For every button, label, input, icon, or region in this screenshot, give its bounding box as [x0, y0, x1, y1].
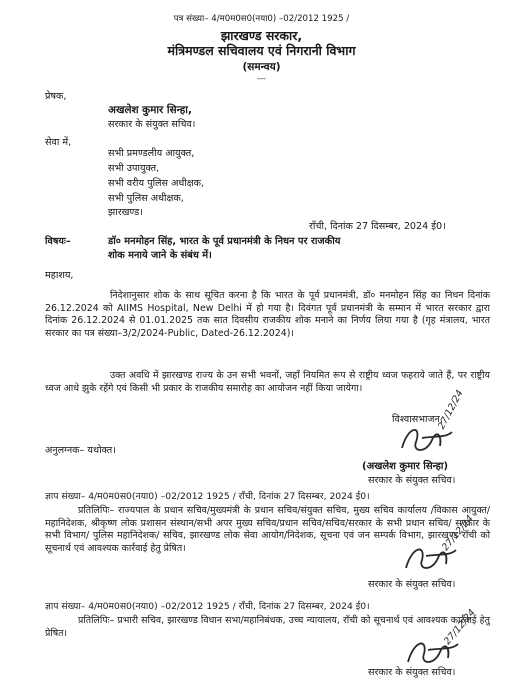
recipient-label: सेवा में,	[45, 137, 72, 148]
salutation: महाशय,	[45, 270, 74, 281]
subject-line-2: शोक मनाये जाने के संबंध में।	[108, 250, 212, 261]
sender-label: प्रेषक,	[45, 91, 67, 102]
yours-faithfully: विश्वासभाजन,	[392, 414, 443, 425]
signature-1	[392, 388, 502, 464]
recipient-line: सभी प्रमण्डलीय आयुक्त,	[108, 148, 195, 159]
department-title: मंत्रिमण्डल सचिवालय एवं निगरानी विभाग	[167, 43, 356, 58]
body-paragraph-1: निदेशानुसार शोक के साथ सूचित करना है कि भारत के पूर्व प्रधानमंत्री, डॉ० मनमोहन सिंह का निधन दिनांक 26.12.2024 को AIIMS Hospital, New Delhi में हो गया है। दिवंगत पूर्व प्रधानमंत्री के सम्मान में भारत सरकार द्वारा दिनांक 26.12.2024 से 01.01.2025 तक सात दिवसीय राजकीय शोक मनाने का निर्णय लिया गया है (गृह मंत्रालय, भारत सरकार का पत्र संख्या–3/2/2024-Public, Dated-26.12.2024)।	[45, 290, 490, 339]
signature-3-date: 27/12/24	[442, 607, 478, 648]
signatory-designation: सरकार के संयुक्त सचिव।	[368, 475, 456, 486]
recipient-line: सभी वरीय पुलिस अधीक्षक,	[108, 178, 205, 189]
memo-2-copy: प्रतिलिपिः– प्रभारी सचिव, झारखण्ड विधान सभा/महानिबंधक, उच्च न्यायालय, राँची को सूचनार्थ एवं आवश्यक कार्रवाई हेतु प्रेषित।	[45, 615, 490, 639]
recipient-line: सभी पुलिस अधीक्षक,	[108, 193, 184, 204]
memo-1-designation: सरकार के संयुक्त सचिव।	[368, 579, 456, 590]
header-dash: ---	[257, 74, 266, 83]
memo-2-reference: ज्ञाप संख्या– 4/म0म0स0(नया0) –02/2012 1925 / राँची, दिनांक 27 दिसम्बर, 2024 ई0।	[45, 601, 370, 612]
signature-2-date: 27/12/24	[440, 513, 476, 554]
subject-line-1: डॉ० मनमोहन सिंह, भारत के पूर्व प्रधानमंत्री के निधन पर राजकीय	[108, 236, 341, 247]
sender-name: अखलेश कुमार सिन्हा,	[108, 104, 192, 116]
place-date: राँची, दिनांक 27 दिसम्बर, 2024 ई0।	[309, 221, 446, 232]
section-title: (समन्वय)	[242, 61, 281, 73]
signature-2	[400, 513, 500, 582]
signature-1-date: 27/12/24	[436, 388, 466, 432]
signatory-name: (अखलेश कुमार सिन्हा)	[362, 461, 449, 472]
memo-1-copy: प्रतिलिपिः– राज्यपाल के प्रधान सचिव/मुख्यमंत्री के प्रधान सचिव/संयुक्त सचिव, मुख्य सचिव कार्यालय /विकास आयुक्त/महानिदेशक, श्रीकृष्ण लोक प्रशासन संस्थान/सभी अपर मुख्य सचिव/प्रधान सचिव/सचिव/सरकार के सभी प्रधान सचिव/ सरकार के सभी विभाग/ पुलिस महानिदेशक/ सचिव, झारखण्ड लोक सेवा आयोग/निदेशक, सूचना एवं जन सम्पर्क विभाग, झारखण्ड राँची को सूचनार्थ एवं आवश्यक कार्रवाई हेतु प्रेषित।	[45, 505, 490, 554]
recipient-line: झारखण्ड।	[108, 207, 143, 218]
recipient-line: सभी उपायुक्त,	[108, 163, 160, 174]
government-title: झारखण्ड सरकार,	[220, 28, 303, 43]
enclosure: अनुलग्नक– यथोक्त।	[45, 445, 116, 456]
body-paragraph-2: उक्त अवधि में झारखण्ड राज्य के उन सभी भवनों, जहाँ नियमित रूप से राष्ट्रीय ध्वज फहराये जाते हैं, पर राष्ट्रीय ध्वज आधे झुके रहेंगे एवं किसी भी प्रकार के राजकीय समारोह का आयोजन नहीं किया जायेगा।	[45, 370, 490, 394]
memo-1-reference: ज्ञाप संख्या– 4/म0म0स0(नया0) –02/2012 1925 / राँची, दिनांक 27 दिसम्बर, 2024 ई0।	[45, 491, 370, 502]
memo-2-designation: सरकार के संयुक्त सचिव।	[368, 667, 456, 678]
sender-designation: सरकार के संयुक्त सचिव।	[108, 119, 196, 130]
letter-number: पत्र संख्या– 4/म0म0स0(नया0) –02/2012 1925 /	[173, 14, 350, 24]
subject-label: विषयः–	[45, 236, 71, 247]
